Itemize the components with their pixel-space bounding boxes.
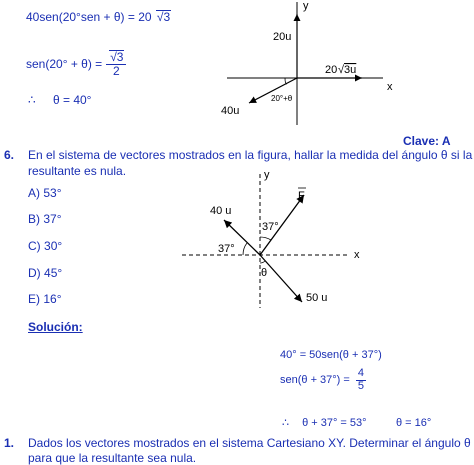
problem-1-text-line-1: Dados los vectores mostrados en el sistema Cartesiano XY. Determinar el ángulo θ xyxy=(28,436,471,450)
option-a-value: 53° xyxy=(43,186,62,200)
option-a xyxy=(28,186,62,200)
fig1-x-label: x xyxy=(387,81,393,93)
option-b xyxy=(28,212,62,226)
solucion-eq-2-lhs: sen(θ + 37°) = xyxy=(280,374,350,387)
angle-arc-37-left xyxy=(243,243,247,255)
solucion-eq-3-text: θ + 37° = 53° xyxy=(302,417,367,429)
option-a-letter: A) xyxy=(28,186,40,200)
fraction-4-over-5 xyxy=(356,368,366,392)
fig2-x-label: x xyxy=(354,249,360,261)
fig1-y-label: y xyxy=(303,0,309,12)
clave-answer: Clave: A xyxy=(403,134,451,148)
option-d-value: 45° xyxy=(44,266,63,280)
equation-line-1 xyxy=(26,10,171,24)
fraction-5-denominator: 5 xyxy=(357,379,364,392)
problem-6-number: 6. xyxy=(4,148,15,162)
option-e-value: 16° xyxy=(43,292,62,306)
fig1-label-20u: 20u xyxy=(273,31,292,43)
fraction-root3-over-2: $\frac{√3}{2}$ xyxy=(106,50,126,78)
fig1-label-20root3-prefix: 20 xyxy=(325,64,338,76)
fig1-label-20root3-root: √3u xyxy=(338,64,357,76)
figure-1-vector-diagram xyxy=(215,0,395,128)
equation-line-3 xyxy=(28,93,91,107)
figure-2-vector-diagram xyxy=(178,168,368,310)
option-b-value: 37° xyxy=(43,212,62,226)
equation-line-2 xyxy=(26,50,128,78)
therefore-symbol: ∴ xyxy=(28,93,36,107)
problem-6-text-line-2: resultante es nula. xyxy=(28,164,127,178)
fig2-angle-37-top: 37° xyxy=(262,221,279,233)
fig2-y-label: y xyxy=(264,169,270,181)
fig1-angle-label: 20°+θ xyxy=(271,94,293,103)
angle-arc-theta xyxy=(260,261,265,263)
angle-arc-37-top xyxy=(260,237,271,240)
fraction-denominator: 2 xyxy=(112,64,120,79)
fig2-angle-37-left: 37° xyxy=(218,243,235,255)
sqrt-3: √3 xyxy=(156,10,171,24)
option-c-value: 30° xyxy=(44,239,63,253)
fig2-theta-label: θ xyxy=(261,267,268,279)
fig1-label-40u: 40u xyxy=(221,105,240,117)
sqrt-3-value: 3 xyxy=(163,10,171,24)
problem-6-text-line-1: En el sistema de vectores mostrados en la figura, hallar la medida del ángulo θ si la xyxy=(28,148,473,162)
fig2-label-50u: 50 u xyxy=(306,292,328,304)
solucion-heading: Solución: xyxy=(28,320,83,334)
solucion-eq-3 xyxy=(282,416,367,429)
solucion-eq-2 xyxy=(280,368,368,392)
fig2-label-F: F xyxy=(298,190,305,202)
equation-3-text: θ = 40° xyxy=(52,93,92,107)
problem-1-number: 1. xyxy=(4,436,15,450)
option-d xyxy=(28,266,62,280)
option-d-letter: D) xyxy=(28,266,41,280)
equation-1-text: 40sen(20°sen + θ) = 20 xyxy=(26,10,152,24)
solucion-eq-1: 40° = 50sen(θ + 37°) xyxy=(280,349,382,361)
option-c xyxy=(28,239,62,253)
solucion-therefore: ∴ xyxy=(282,417,289,429)
option-b-letter: B) xyxy=(28,212,40,226)
option-c-letter: C) xyxy=(28,239,41,253)
equation-2-lhs: sen(20° + θ) = xyxy=(26,56,103,71)
fraction-4-numerator: 4 xyxy=(357,367,364,379)
fig2-label-40u: 40 u xyxy=(210,205,232,217)
problem-1-text-line-2: para que la resultante sea nula. xyxy=(28,451,197,465)
option-e-letter: E) xyxy=(28,292,40,306)
solucion-eq-4: θ = 16° xyxy=(396,417,432,429)
fraction-numerator: 3 xyxy=(116,50,124,64)
option-e xyxy=(28,292,62,306)
